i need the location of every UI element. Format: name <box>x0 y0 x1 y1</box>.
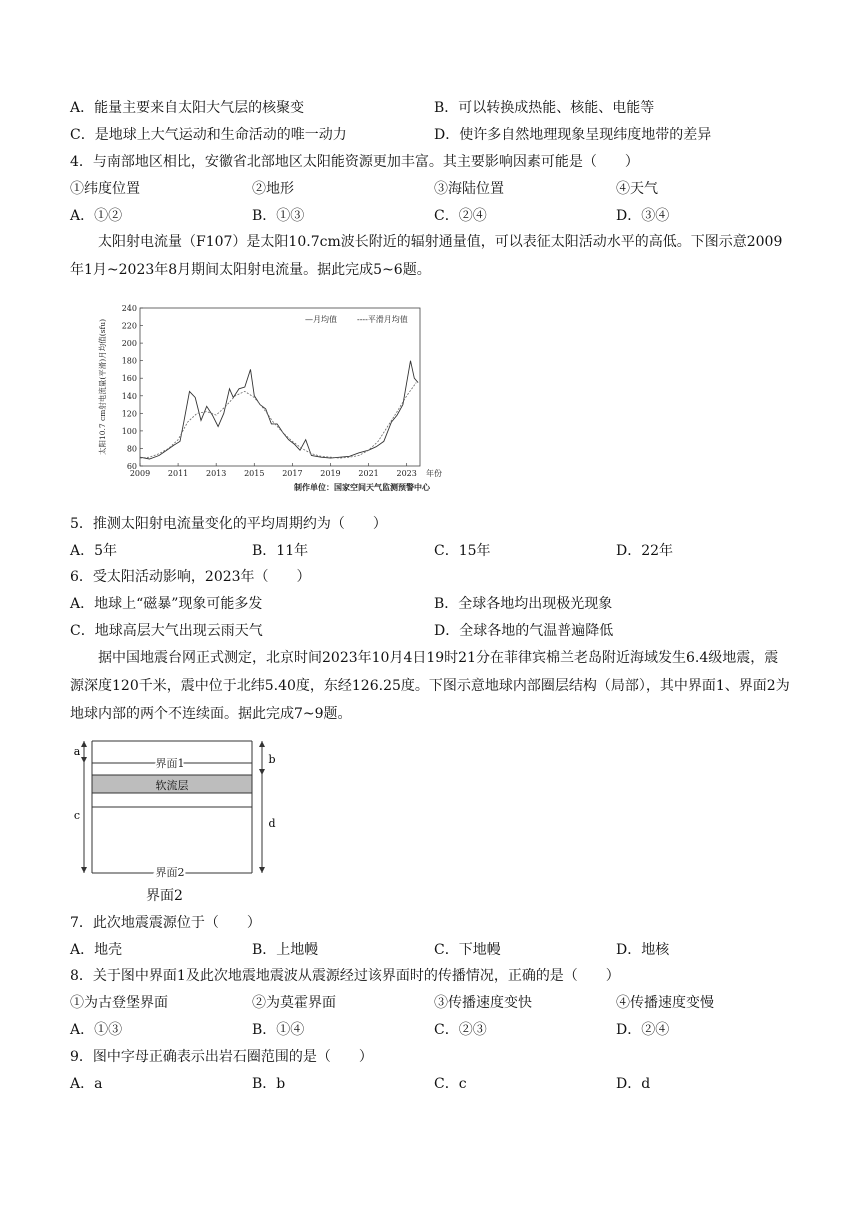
x-tick-label: 2015 <box>244 469 265 478</box>
q4-item: ③海陆位置 <box>434 181 504 197</box>
y-tick-label: 60 <box>126 462 137 471</box>
q8-option: D．②④ <box>616 1022 670 1038</box>
q9-stem: 9．图中字母正确表示出岩石圈范围的是（ ） <box>70 1049 373 1065</box>
q7-option: A．地壳 <box>70 942 123 958</box>
q8-item: ④传播速度变慢 <box>616 995 714 1011</box>
q7-option: B．上地幔 <box>252 942 319 958</box>
interface-1-label: 界面1 <box>155 757 185 770</box>
q8-option: B．①④ <box>252 1022 305 1038</box>
q4-item: ④天气 <box>616 181 658 197</box>
y-tick-label: 80 <box>126 444 137 454</box>
y-tick-label: 180 <box>121 356 137 366</box>
q6-option-b: B．全球各地均出现极光现象 <box>434 596 613 612</box>
plot-frame <box>140 308 420 466</box>
q8-option: A．①③ <box>70 1022 123 1038</box>
q8-option: C．②③ <box>434 1022 487 1038</box>
x-tick-label: 2017 <box>282 469 303 478</box>
y-tick-label: 160 <box>121 374 137 384</box>
series-smoothed-line <box>140 383 416 459</box>
q3-option-a: A．能量主要来自太阳大气层的核聚变 <box>70 100 305 116</box>
y-tick-label: 120 <box>121 409 137 419</box>
letter-a: a <box>73 745 81 758</box>
q3-option-c: C．是地球上大气运动和生命活动的唯一动力 <box>70 127 347 143</box>
q7-option: C．下地幔 <box>434 942 501 958</box>
y-tick-label: 100 <box>121 426 137 436</box>
q8-item: ①为古登堡界面 <box>70 995 168 1011</box>
q7-stem: 7．此次地震震源位于（ ） <box>70 915 261 931</box>
x-tick-label: 2023 <box>396 469 417 478</box>
asthenosphere-label: 软流层 <box>155 779 189 792</box>
diagram-caption: 界面2 <box>146 888 183 904</box>
q6-option-d: D．全球各地的气温普遍降低 <box>434 623 614 639</box>
q9-option: C．c <box>434 1076 467 1092</box>
q8-item: ②为莫霍界面 <box>252 995 336 1011</box>
y-tick-label: 140 <box>121 391 137 401</box>
q5-stem: 5．推测太阳射电流量变化的平均周期约为（ ） <box>70 516 387 532</box>
passage-solar-radio-flux: 太阳射电流量（F107）是太阳10.7cm波长附近的辐射通量值，可以表征太阳活动水平的高低。下图示意2009年1月~2023年8月期间太阳射电流量。据此完成5~6题。 <box>70 234 783 278</box>
x-tick-label: 2009 <box>129 469 151 478</box>
legend-monthly: —月均值 <box>305 315 337 324</box>
x-tick-label: 2011 <box>167 469 189 478</box>
q8-stem: 8．关于图中界面1及此次地震地震波从震源经过该界面时的传播情况，正确的是（ ） <box>70 968 620 984</box>
q4-option: C．②④ <box>434 208 487 224</box>
y-axis-label: 太阳10.7 cm射电流量(平滑)月均值(sfu) <box>98 318 107 456</box>
y-tick-label: 240 <box>121 304 137 313</box>
q4-option: B．①③ <box>252 208 305 224</box>
chart-source: 制作单位：国家空间天气监测预警中心 <box>294 482 430 492</box>
q4-item: ②地形 <box>252 181 294 197</box>
q9-option: D．d <box>616 1076 651 1092</box>
y-tick-label: 200 <box>121 339 137 349</box>
q6-stem: 6．受太阳活动影响，2023年（ ） <box>70 569 311 585</box>
q8-item: ③传播速度变快 <box>434 995 532 1011</box>
q6-option-c: C．地球高层大气出现云雨天气 <box>70 623 263 639</box>
q6-option-a: A．地球上“磁暴”现象可能多发 <box>70 596 263 612</box>
x-tick-label: 2021 <box>358 469 379 478</box>
q7-option: D．地核 <box>616 942 670 958</box>
q4-option: D．③④ <box>616 208 670 224</box>
series-monthly-line <box>140 361 418 459</box>
legend-smoothed: ----平滑月均值 <box>357 315 408 324</box>
passage-earthquake: 据中国地震台网正式测定，北京时间2023年10月4日19时21分在菲律宾棉兰老岛附近海域发生6.4级地震，震源深度120千米，震中位于北纬5.40度，东经126.25度。下图示意地球内部圈层结构（局部），其中界面1、界面2为地球内部的两个不连续面。据此完成7~9题。 <box>70 650 790 722</box>
x-axis-label: 年份 <box>426 469 442 478</box>
solar-radio-flux-chart <box>95 296 455 500</box>
earth-interior-diagram <box>70 733 290 893</box>
q5-option: C．15年 <box>434 543 491 559</box>
y-tick-label: 220 <box>121 321 137 331</box>
q4-stem: 4．与南部地区相比，安徽省北部地区太阳能资源更加丰富。其主要影响因素可能是（ ） <box>70 154 639 170</box>
x-tick-label: 2019 <box>320 469 341 478</box>
q4-item: ①纬度位置 <box>70 181 140 197</box>
q3-option-b: B．可以转换成热能、核能、电能等 <box>434 100 655 116</box>
q3-option-d: D．使许多自然地理现象呈现纬度地带的差异 <box>434 127 712 143</box>
letter-c: c <box>73 809 81 822</box>
q9-option: B．b <box>252 1076 286 1092</box>
q5-option: A．5年 <box>70 543 118 559</box>
q5-option: B．11年 <box>252 543 309 559</box>
letter-d: d <box>268 817 276 830</box>
q9-option: A．a <box>70 1076 103 1092</box>
q4-option: A．①② <box>70 208 123 224</box>
q5-option: D．22年 <box>616 543 674 559</box>
interface-2-label: 界面2 <box>155 866 185 879</box>
x-tick-label: 2013 <box>206 469 227 478</box>
letter-b: b <box>268 753 276 766</box>
